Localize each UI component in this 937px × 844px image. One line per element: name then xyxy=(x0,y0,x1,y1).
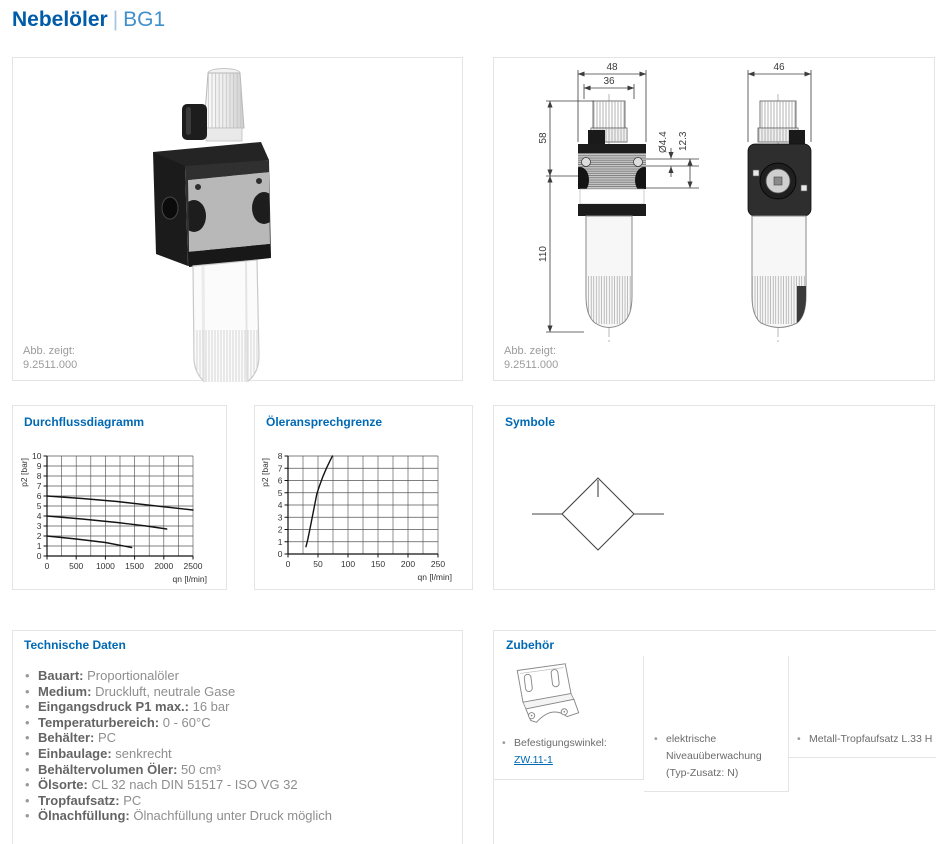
svg-text:6: 6 xyxy=(277,475,283,486)
svg-text:0: 0 xyxy=(285,559,291,569)
svg-text:0: 0 xyxy=(277,549,283,559)
svg-text:4: 4 xyxy=(36,511,42,521)
dim-hole-diameter: Ø4.4 xyxy=(658,131,669,153)
accessories-cells xyxy=(494,656,936,792)
accessory-label-bracket: • Befestigungswinkel: xyxy=(502,735,637,752)
svg-text:2500: 2500 xyxy=(183,561,203,571)
svg-text:150: 150 xyxy=(370,559,386,569)
page-title-subtitle: BG1 xyxy=(123,8,166,31)
svg-text:7: 7 xyxy=(36,481,42,491)
dimension-drawing xyxy=(494,58,936,348)
page-title-separator: | xyxy=(112,8,119,31)
flow-diagram-title: Durchflussdiagramm xyxy=(24,415,145,429)
svg-text:500: 500 xyxy=(69,561,84,571)
dim-side-width: 46 xyxy=(773,62,785,73)
drawing-caption-line2: 9.2511.000 xyxy=(504,359,559,371)
svg-text:qn [l/min]: qn [l/min] xyxy=(172,574,207,584)
dim-height-lower: 110 xyxy=(538,246,549,262)
tech-data-item: • Temperaturbereich: 0 - 60°C xyxy=(25,715,452,731)
accessory-cell-metal-drip xyxy=(789,656,936,758)
dimension-drawing-panel xyxy=(493,57,935,381)
tech-data-item: • Medium: Druckluft, neutrale Gase xyxy=(25,684,452,700)
oil-response-title: Öleransprechgrenze xyxy=(266,415,383,429)
svg-text:5: 5 xyxy=(36,501,42,511)
dim-width-outer: 48 xyxy=(606,62,618,73)
symbols-title: Symbole xyxy=(505,415,556,429)
svg-text:6: 6 xyxy=(36,491,42,501)
svg-text:p2 [bar]: p2 [bar] xyxy=(19,458,29,487)
page-title-main: Nebelöler xyxy=(12,8,108,31)
flow-diagram-panel xyxy=(12,405,227,590)
flow-diagram-chart xyxy=(13,444,228,589)
photo-caption-line2: 9.2511.000 xyxy=(23,359,78,371)
page-title xyxy=(12,8,165,32)
svg-text:10: 10 xyxy=(32,451,42,461)
svg-text:0: 0 xyxy=(36,551,42,561)
svg-text:qn [l/min]: qn [l/min] xyxy=(417,572,452,582)
svg-text:9: 9 xyxy=(36,461,42,471)
technical-data-panel xyxy=(12,630,463,844)
svg-text:4: 4 xyxy=(277,500,283,510)
svg-text:8: 8 xyxy=(36,471,42,481)
accessories-panel xyxy=(493,630,936,844)
svg-text:1000: 1000 xyxy=(95,561,115,571)
accessory-cell-level-monitoring xyxy=(644,656,789,792)
svg-text:100: 100 xyxy=(340,559,356,569)
svg-text:250: 250 xyxy=(430,559,446,569)
dim-height-upper: 58 xyxy=(538,132,549,144)
svg-text:50: 50 xyxy=(313,559,323,569)
svg-text:2: 2 xyxy=(36,531,42,541)
tech-data-item: • Einbaulage: senkrecht xyxy=(25,746,452,762)
svg-text:0: 0 xyxy=(44,561,50,571)
tech-data-list xyxy=(25,668,452,824)
tech-data-item: • Behälter: PC xyxy=(25,730,452,746)
tech-data-item: • Eingangsdruck P1 max.: 16 bar xyxy=(25,699,452,715)
mounting-bracket-icon xyxy=(504,659,637,731)
technical-data-title: Technische Daten xyxy=(24,638,126,652)
svg-text:8: 8 xyxy=(277,451,283,461)
accessory-cell-bracket xyxy=(494,656,644,780)
svg-text:1: 1 xyxy=(277,536,283,547)
oil-response-panel xyxy=(254,405,473,590)
tech-data-item: • Ölnachfüllung: Ölnachfüllung unter Druck möglich xyxy=(25,808,452,824)
photo-caption-line1: Abb. zeigt: xyxy=(23,345,75,357)
accessory-label-metal-drip: • Metall-Tropfaufsatz L.33 H xyxy=(797,731,936,748)
symbols-panel xyxy=(493,405,935,590)
svg-text:2000: 2000 xyxy=(154,561,174,571)
accessories-title: Zubehör xyxy=(506,638,554,652)
product-photo-panel xyxy=(12,57,463,381)
dim-hole-offset: 12.3 xyxy=(678,131,689,151)
tech-data-item: • Ölsorte: CL 32 nach DIN 51517 - ISO VG 32 xyxy=(25,777,452,793)
svg-text:1: 1 xyxy=(36,541,42,551)
accessory-label-level-monitoring: • elektrische Niveauüberwachung (Typ-Zusatz: N) xyxy=(654,731,778,782)
tech-data-item: • Bauart: Proportionalöler xyxy=(25,668,452,684)
oil-response-chart xyxy=(255,444,474,589)
tech-data-item: • Behältervolumen Öler: 50 cm³ xyxy=(25,762,452,778)
svg-text:3: 3 xyxy=(277,512,283,523)
product-photo xyxy=(13,58,464,382)
accessory-link-zw-11-1[interactable]: ZW.11-1 xyxy=(514,754,553,766)
svg-text:p2 [bar]: p2 [bar] xyxy=(260,458,270,487)
svg-text:3: 3 xyxy=(36,521,42,531)
svg-text:7: 7 xyxy=(277,463,283,474)
tech-data-item: • Tropfaufsatz: PC xyxy=(25,793,452,809)
oiler-symbol-icon xyxy=(494,436,936,586)
drawing-caption-line1: Abb. zeigt: xyxy=(504,345,556,357)
svg-text:5: 5 xyxy=(277,487,283,498)
photo-caption xyxy=(23,344,77,372)
drawing-caption xyxy=(504,344,558,372)
svg-text:1500: 1500 xyxy=(125,561,145,571)
svg-text:2: 2 xyxy=(277,524,283,535)
svg-text:200: 200 xyxy=(400,559,416,569)
dim-width-inner: 36 xyxy=(603,76,615,87)
